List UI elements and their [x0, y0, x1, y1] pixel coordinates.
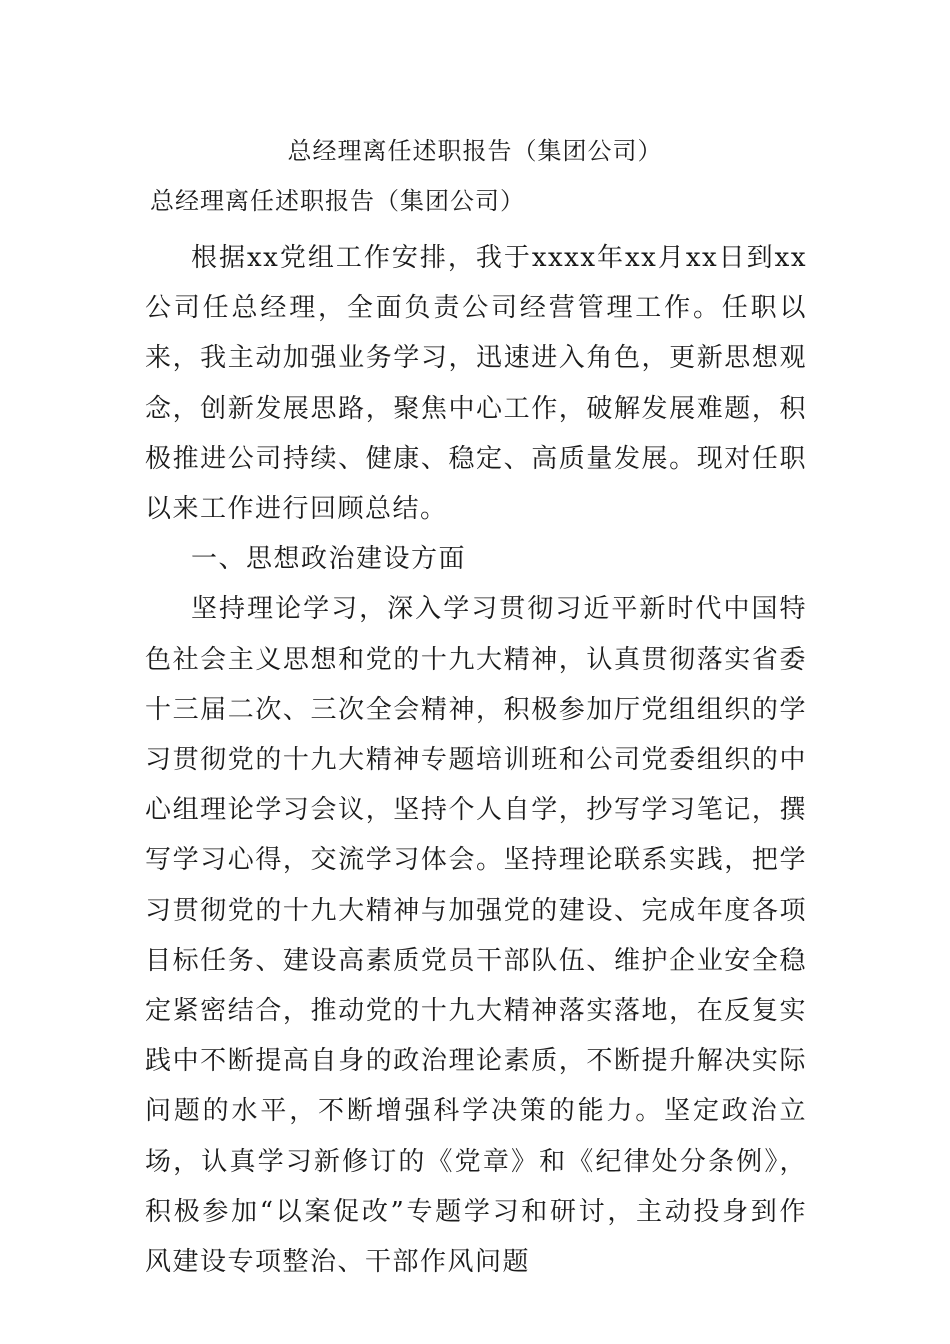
section-heading: 一、思想政治建设方面: [191, 544, 467, 575]
section-paragraph: 坚持理论学习，深入学习贯彻习近平新时代中国特色社会主义思想和党的十九大精神，认真贯彻落实省委十三届二次、三次全会精神，积极参加厅党组组织的学习贯彻党的十九大精神专题培训班和公司党委组织的中心组理论学习会议，坚持个人自学，抄写学习笔记，撰写学习心得，交流学习体会。坚持理论联系实践，把学习贯彻党的十九大精神与加强党的建设、完成年度各项目标任务、建设高素质党员干部队伍、维护企业安全稳定紧密结合，推动党的十九大精神落实落地，在反复实践中不断提高自身的政治理论素质，不断提升解决实际问题的水平，不断增强科学决策的能力。坚定政治立场，认真学习新修订的《党章》和《纪律处分条例》，积极参加“以案促改”专题学习和研讨，主动投身到作风建设专项整治、干部作风问题: [145, 594, 807, 1278]
document-title: 总经理离任述职报告（集团公司）: [287, 137, 663, 165]
intro-paragraph: 根据xx党组工作安排，我于xxxx年xx月xx日到xx公司任总经理，全面负责公司经营管理工作。任职以来，我主动加强业务学习，迅速进入角色，更新思想观念，创新发展思路，聚焦中心工作，破解发展难题，积极推进公司持续、健康、稳定、高质量发展。现对任职以来工作进行回顾总结。: [145, 243, 807, 525]
document-body: [145, 233, 807, 1287]
document-subtitle: 总经理离任述职报告（集团公司）: [150, 187, 525, 215]
